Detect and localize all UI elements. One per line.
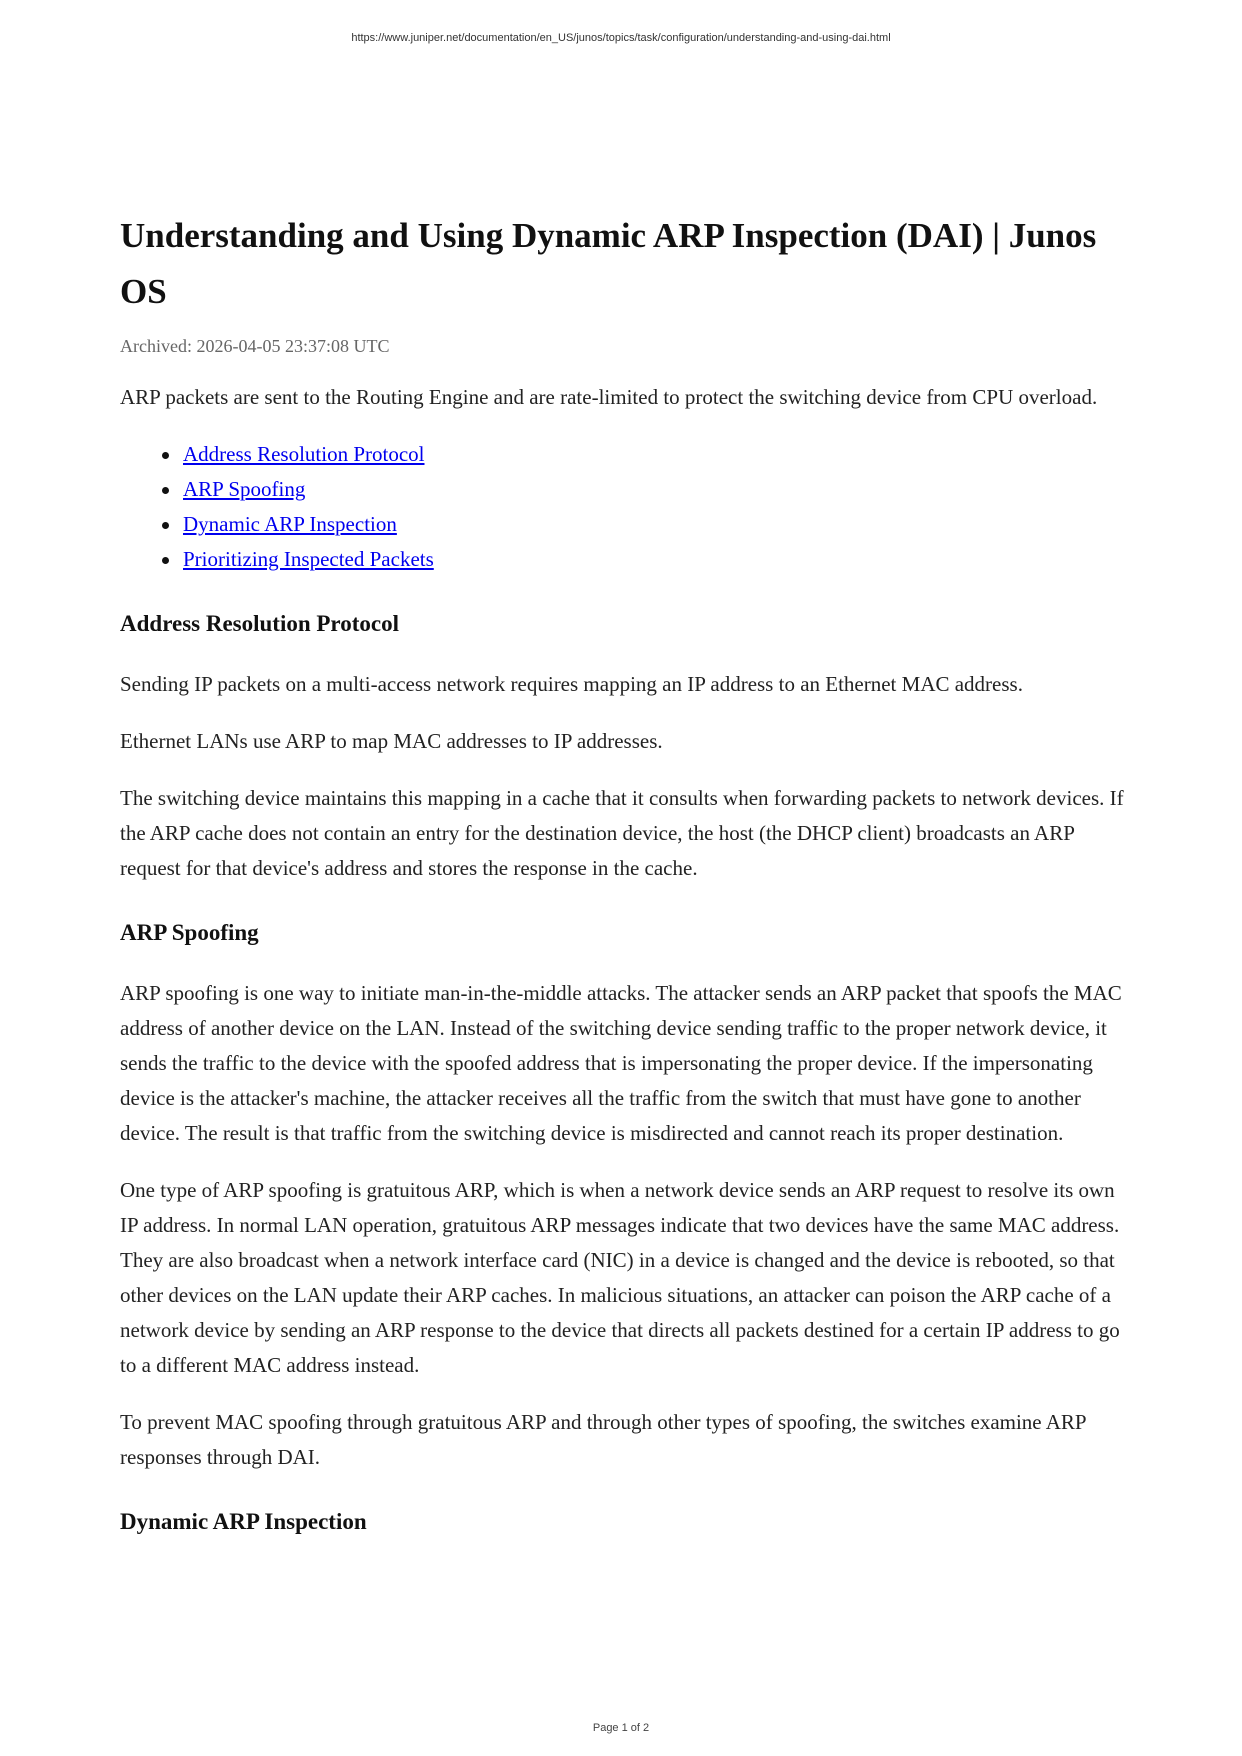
archived-timestamp: Archived: 2026-04-05 23:37:08 UTC xyxy=(120,336,390,356)
document-body xyxy=(120,208,1130,1565)
toc-link-arp-spoofing[interactable]: ARP Spoofing xyxy=(183,477,306,501)
section-paragraph: Sending IP packets on a multi-access network requires mapping an IP address to an Ethernet MAC address. xyxy=(120,672,1023,696)
toc-item xyxy=(183,542,1130,577)
toc-link-prioritizing-inspected-packets[interactable]: Prioritizing Inspected Packets xyxy=(183,547,434,571)
section-paragraph: One type of ARP spoofing is gratuitous ARP, which is when a network device sends an ARP request to resolve its own IP address. In normal LAN operation, gratuitous ARP messages indicate that two devices have the same MAC address. They are also broadcast when a network interface card (NIC) in a device is changed and the device is rebooted, so that other devices on the LAN update their ARP caches. In malicious situations, an attacker can poison the ARP cache of a network device by sending an ARP response to the device that directs all packets destined for a certain IP address to go to a different MAC address instead. xyxy=(120,1178,1120,1377)
toc-item xyxy=(183,437,1130,472)
toc-item xyxy=(183,507,1130,542)
toc-link-address-resolution-protocol[interactable]: Address Resolution Protocol xyxy=(183,442,425,466)
table-of-contents xyxy=(120,437,1130,577)
section-heading-arp-spoofing: ARP Spoofing xyxy=(120,920,259,945)
section-heading-address-resolution-protocol: Address Resolution Protocol xyxy=(120,611,399,636)
toc-link-dynamic-arp-inspection[interactable]: Dynamic ARP Inspection xyxy=(183,512,397,536)
toc-item xyxy=(183,472,1130,507)
bullet-icon xyxy=(162,557,169,564)
section-heading-dynamic-arp-inspection: Dynamic ARP Inspection xyxy=(120,1509,367,1534)
section-paragraph: Ethernet LANs use ARP to map MAC addresses to IP addresses. xyxy=(120,729,663,753)
page-title: Understanding and Using Dynamic ARP Inspection (DAI) | Junos OS xyxy=(120,216,1097,311)
section-paragraph: To prevent MAC spoofing through gratuitous ARP and through other types of spoofing, the switches examine ARP responses through DAI. xyxy=(120,1410,1086,1469)
bullet-icon xyxy=(162,522,169,529)
section-paragraph: The switching device maintains this mapping in a cache that it consults when forwarding packets to network devices. If the ARP cache does not contain an entry for the destination device, the host (the DHCP client) broadcasts an ARP request for that device's address and stores the response in the cache. xyxy=(120,786,1124,880)
bullet-icon xyxy=(162,487,169,494)
bullet-icon xyxy=(162,452,169,459)
page-number-indicator: Page 1 of 2 xyxy=(592,1722,650,1734)
page-url-header: https://www.juniper.net/documentation/en_US/junos/topics/task/configuration/understanding-and-using-dai.html xyxy=(351,32,891,44)
intro-paragraph: ARP packets are sent to the Routing Engine and are rate-limited to protect the switching device from CPU overload. xyxy=(120,385,1098,409)
section-paragraph: ARP spoofing is one way to initiate man-in-the-middle attacks. The attacker sends an ARP packet that spoofs the MAC address of another device on the LAN. Instead of the switching device sending traffic to the proper network device, it sends the traffic to the device with the spoofed address that is impersonating the proper device. If the impersonating device is the attacker's machine, the attacker receives all the traffic from the switch that must have gone to another device. The result is that traffic from the switching device is misdirected and cannot reach its proper destination. xyxy=(120,981,1122,1145)
